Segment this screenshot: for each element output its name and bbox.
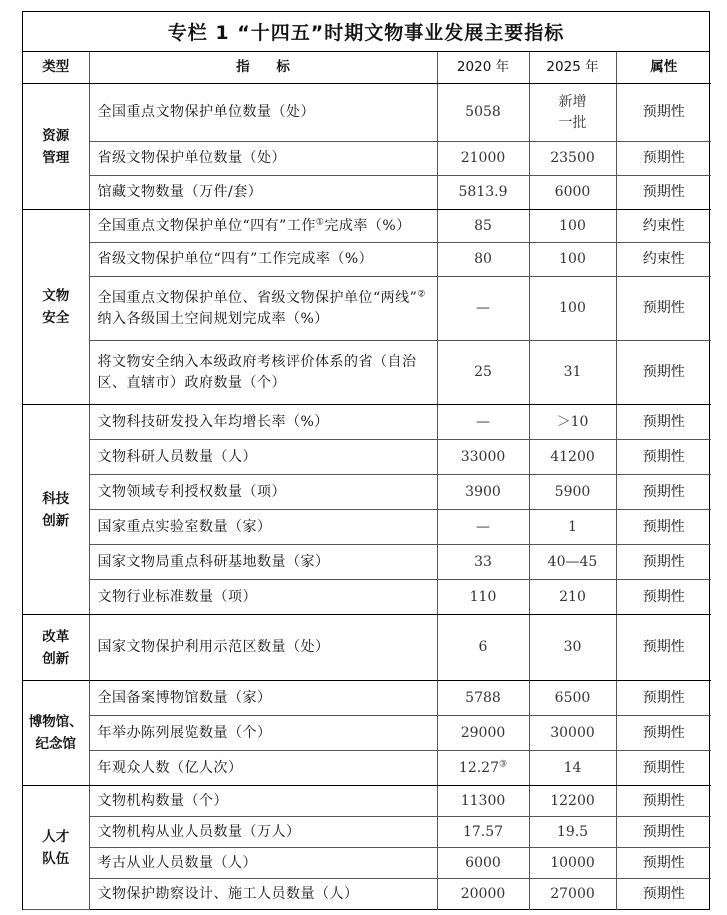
value-2020-cell: 17.57 [437, 817, 529, 848]
value-2020-cell: 33 [437, 545, 529, 580]
value-2025-cell: 23500 [529, 142, 616, 176]
value-2020-cell: 21000 [437, 142, 529, 176]
value-2020-cell: 25 [437, 341, 529, 405]
value-2020-cell: 110 [437, 580, 529, 615]
attribute-cell: 预期性 [616, 751, 711, 786]
table-row [23, 545, 711, 580]
value-2020-cell: 11300 [437, 786, 529, 817]
attribute-cell: 预期性 [616, 341, 711, 405]
attribute-cell: 预期性 [616, 84, 711, 142]
header-attribute: 属性 [616, 52, 711, 84]
value-2020-cell: — [437, 277, 529, 341]
table-row [23, 879, 711, 910]
table-row [23, 277, 711, 341]
table-row [23, 243, 711, 277]
attribute-cell: 预期性 [616, 142, 711, 176]
indicator-text: 全国重点文物保护单位“四有”工作 [97, 217, 316, 234]
table-row [23, 817, 711, 848]
value-2020-cell: 29000 [437, 716, 529, 751]
category-label: 改革创新 [42, 628, 70, 667]
indicator-cell: 考古从业人员数量（人） [89, 848, 437, 879]
value-2025-cell: 14 [529, 751, 616, 786]
indicator-cell: 馆藏文物数量（万件/套） [89, 176, 437, 210]
value-2020-cell: 6000 [437, 848, 529, 879]
indicator-cell [89, 210, 437, 243]
indicator-cell: 文物机构数量（个） [89, 786, 437, 817]
value-2020-cell: 5813.9 [437, 176, 529, 210]
value-2020-cell: 80 [437, 243, 529, 277]
footnote-marker: ② [417, 288, 426, 299]
value-2025-cell: 19.5 [529, 817, 616, 848]
attribute-cell: 预期性 [616, 580, 711, 615]
attribute-cell: 预期性 [616, 405, 711, 440]
value-2025-cell: 100 [529, 243, 616, 277]
value-2025-cell: 41200 [529, 440, 616, 475]
category-label: 文物安全 [42, 288, 70, 326]
header-2020: 2020 年 [437, 52, 529, 84]
category-cell [23, 615, 89, 681]
value-2020-cell [437, 751, 529, 786]
value-2020-cell: 5058 [437, 84, 529, 142]
indicator-cell: 年观众人数（亿人次） [89, 751, 437, 786]
indicator-cell: 国家文物局重点科研基地数量（家） [89, 545, 437, 580]
table-row [23, 580, 711, 615]
value-2025-cell: 100 [529, 277, 616, 341]
table-row [23, 751, 711, 786]
value-2020-cell: 6 [437, 615, 529, 681]
table-row [23, 510, 711, 545]
indicator-text: 全国重点文物保护单位、省级文物保护单位“两线” [97, 289, 418, 306]
table-row [23, 341, 711, 405]
indicator-cell: 将文物安全纳入本级政府考核评价体系的省（自治区、直辖市）政府数量（个） [89, 341, 437, 405]
attribute-cell: 预期性 [616, 615, 711, 681]
attribute-cell: 预期性 [616, 545, 711, 580]
value-2025-cell: 5900 [529, 475, 616, 510]
table-title: 专栏 1 “十四五”时期文物事业发展主要指标 [23, 12, 709, 52]
value-2025-cell: 40—45 [529, 545, 616, 580]
value-2025-cell: 27000 [529, 879, 616, 910]
indicator-text: 完成率（%） [324, 217, 411, 234]
value-2020-cell: — [437, 510, 529, 545]
table-row [23, 405, 711, 440]
indicator-cell: 文物行业标准数量（项） [89, 580, 437, 615]
category-cell [23, 405, 89, 615]
category-cell [23, 681, 89, 786]
indicator-cell: 国家重点实验室数量（家） [89, 510, 437, 545]
table-row [23, 210, 711, 243]
value-2020-cell: 3900 [437, 475, 529, 510]
indicator-cell: 文物领域专利授权数量（项） [89, 475, 437, 510]
attribute-cell: 约束性 [616, 210, 711, 243]
value-2025-cell: 210 [529, 580, 616, 615]
indicator-text: 纳入各级国土空间规划完成率（%） [97, 310, 329, 327]
table-row [23, 84, 711, 142]
indicator-cell: 文物保护勘察设计、施工人员数量（人） [89, 879, 437, 910]
indicator-cell: 全国备案博物馆数量（家） [89, 681, 437, 716]
attribute-cell: 预期性 [616, 786, 711, 817]
value-2025-cell: 10000 [529, 848, 616, 879]
indicator-cell: 省级文物保护单位“四有”工作完成率（%） [89, 243, 437, 277]
value-2025-cell: 30 [529, 615, 616, 681]
value-2025-text: 新增一批 [558, 93, 587, 131]
attribute-cell: 预期性 [616, 817, 711, 848]
indicator-cell: 年举办陈列展览数量（个） [89, 716, 437, 751]
table-row [23, 440, 711, 475]
table-row [23, 786, 711, 817]
value-2025-cell: 100 [529, 210, 616, 243]
header-2025: 2025 年 [529, 52, 616, 84]
category-label: 科技创新 [42, 490, 70, 529]
indicator-cell: 文物科技研发投入年均增长率（%） [89, 405, 437, 440]
indicator-table [23, 52, 711, 910]
table-row [23, 176, 711, 210]
footnote-marker: ① [315, 216, 325, 227]
footnote-marker: ③ [499, 758, 508, 769]
table-row [23, 475, 711, 510]
table-row [23, 848, 711, 879]
table-row [23, 716, 711, 751]
table-row [23, 681, 711, 716]
header-type: 类型 [23, 52, 89, 84]
indicator-cell: 全国重点文物保护单位数量（处） [89, 84, 437, 142]
header-row [23, 52, 711, 84]
attribute-cell: 预期性 [616, 440, 711, 475]
indicator-cell: 文物机构从业人员数量（万人） [89, 817, 437, 848]
category-cell [23, 786, 89, 910]
attribute-cell: 预期性 [616, 176, 711, 210]
value-2020-cell: — [437, 405, 529, 440]
attribute-cell: 预期性 [616, 716, 711, 751]
category-cell [23, 210, 89, 405]
value-2020-cell: 33000 [437, 440, 529, 475]
table-row [23, 615, 711, 681]
attribute-cell: 预期性 [616, 277, 711, 341]
value-2020-cell: 20000 [437, 879, 529, 910]
value-2020-cell: 85 [437, 210, 529, 243]
table-row [23, 142, 711, 176]
value-2025-cell: 6500 [529, 681, 616, 716]
indicator-cell: 国家文物保护利用示范区数量（处） [89, 615, 437, 681]
attribute-cell: 预期性 [616, 475, 711, 510]
category-cell [23, 84, 89, 210]
value-2025-cell: 6000 [529, 176, 616, 210]
value-2025-cell: 31 [529, 341, 616, 405]
category-label: 人才队伍 [42, 828, 70, 867]
category-label: 资源管理 [42, 127, 70, 166]
attribute-cell: 预期性 [616, 510, 711, 545]
value-2020-cell: 5788 [437, 681, 529, 716]
attribute-cell: 预期性 [616, 879, 711, 910]
attribute-cell: 约束性 [616, 243, 711, 277]
category-label: 博物馆、纪念馆 [28, 714, 83, 752]
indicator-table-frame [22, 11, 710, 910]
indicator-cell [89, 277, 437, 341]
value-2025-cell: ＞10 [529, 405, 616, 440]
value-2025-cell [529, 84, 616, 142]
value-2020-text: 12.27 [458, 759, 499, 776]
attribute-cell: 预期性 [616, 848, 711, 879]
value-2025-cell: 30000 [529, 716, 616, 751]
indicator-cell: 省级文物保护单位数量（处） [89, 142, 437, 176]
attribute-cell: 预期性 [616, 681, 711, 716]
value-2025-cell: 1 [529, 510, 616, 545]
value-2025-cell: 12200 [529, 786, 616, 817]
indicator-cell: 文物科研人员数量（人） [89, 440, 437, 475]
header-indicator: 指 标 [89, 52, 437, 84]
